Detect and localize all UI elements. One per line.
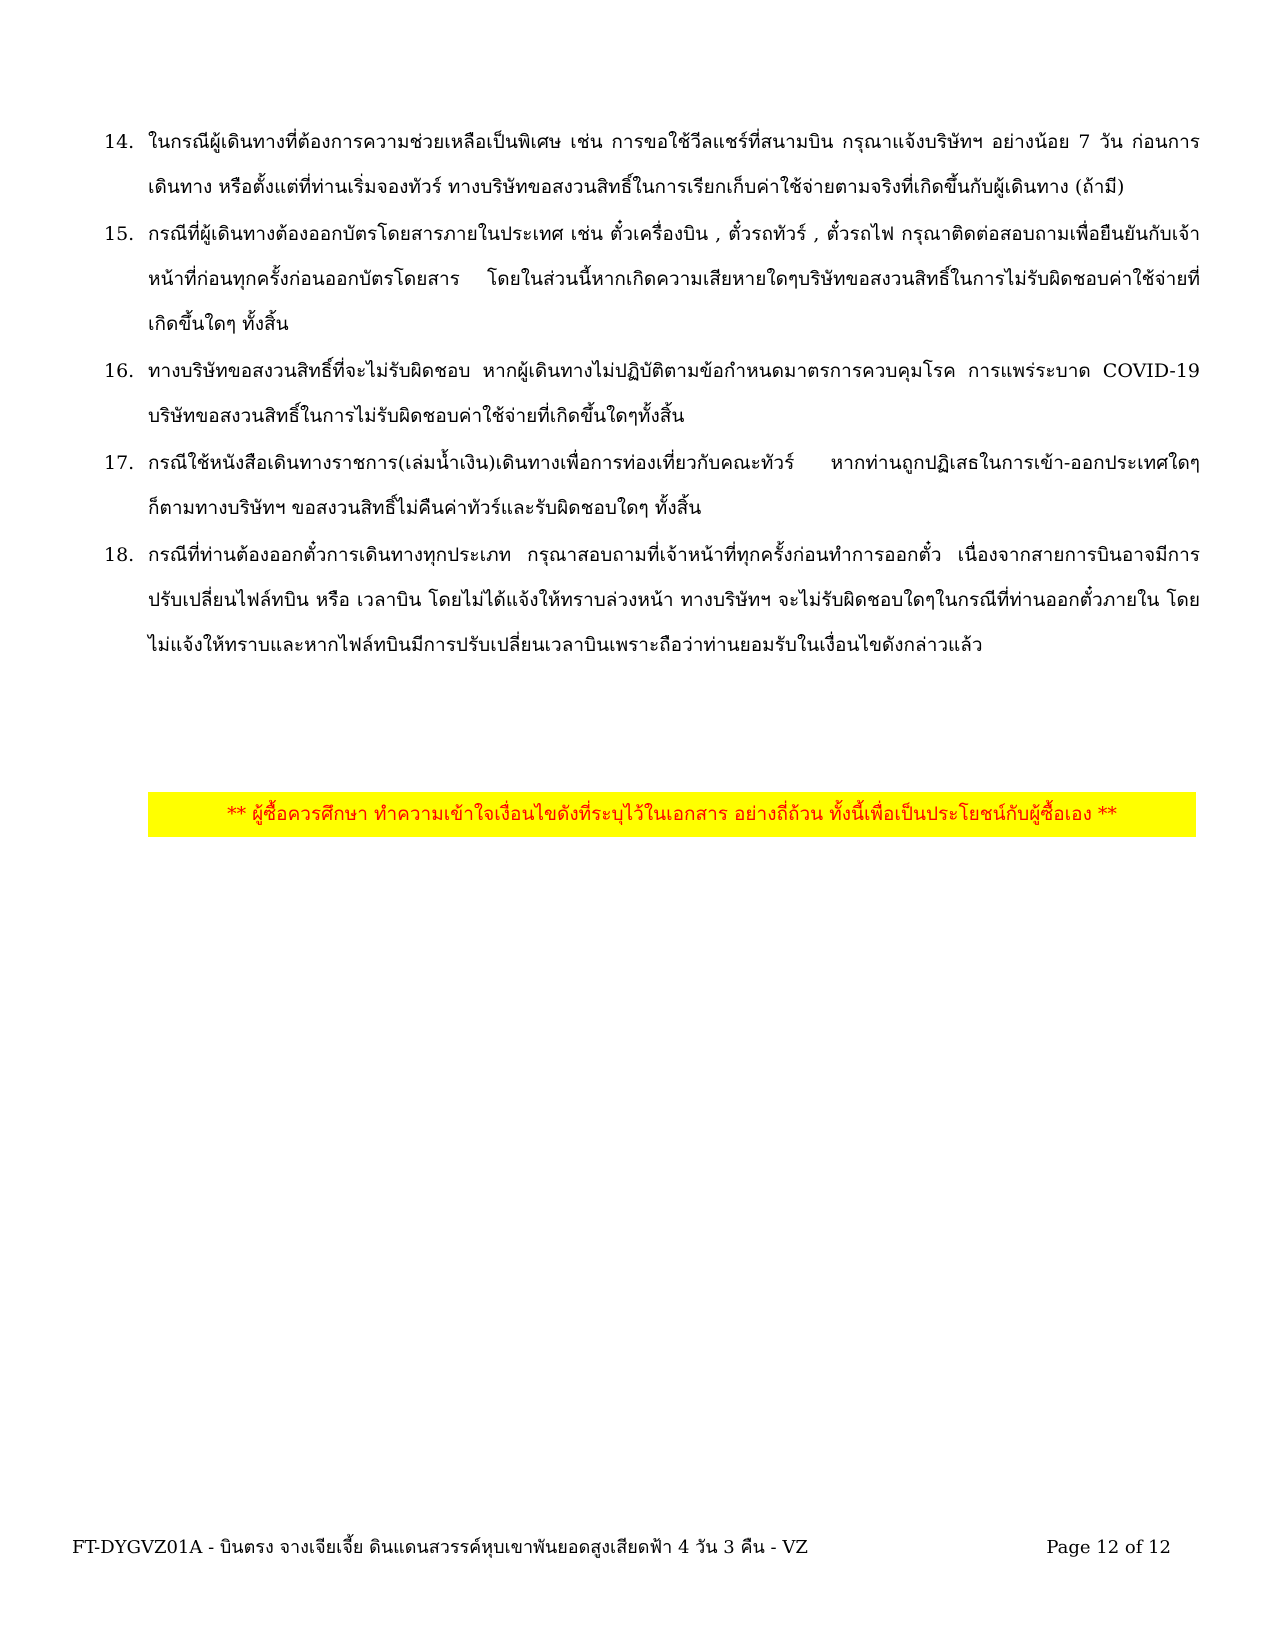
term-number: 15.: [104, 223, 135, 245]
term-item: [104, 441, 1200, 531]
footer-document-title: FT-DYGVZ01A - บินตรง จางเจียเจี้ย ดินแดนสวรรค์หุบเขาพันยอดสูงเสียดฟ้า 4 วัน 3 คืน - VZ: [72, 1537, 808, 1558]
term-item: [104, 533, 1200, 668]
term-number: 16.: [104, 360, 135, 382]
term-item: [104, 349, 1200, 439]
term-text: กรณีใช้หนังสือเดินทางราชการ(เล่มน้ำเงิน)เดินทางเพื่อการท่องเที่ยวกับคณะทัวร์ หากท่านถูกปฏิเสธในการเข้า-ออกประเทศใดๆ ก็ตามทางบริษัทฯ ขอสงวนสิทธิ์ไม่คืนค่าทัวร์และรับผิดชอบใดๆ ทั้งสิ้น: [148, 452, 1200, 519]
term-text: ในกรณีผู้เดินทางที่ต้องการความช่วยเหลือเป็นพิเศษ เช่น การขอใช้วีลแชร์ที่สนามบิน กรุณาแจ้งบริษัทฯ อย่างน้อย 7 วัน ก่อนการเดินทาง หรือตั้งแต่ที่ท่านเริ่มจองทัวร์ ทางบริษัทขอสงวนสิทธิ์ในการเรียกเก็บค่าใช้จ่ายตามจริงที่เกิดขึ้นกับผู้เดินทาง (ถ้ามี): [148, 131, 1200, 198]
footer-page-number: Page 12 of 12: [1046, 1537, 1171, 1558]
term-text: ทางบริษัทขอสงวนสิทธิ์ที่จะไม่รับผิดชอบ หากผู้เดินทางไม่ปฏิบัติตามข้อกำหนดมาตรการควบคุมโรค การแพร่ระบาด COVID-19 บริษัทขอสงวนสิทธิ์ในการไม่รับผิดชอบค่าใช้จ่ายที่เกิดขึ้นใดๆทั้งสิ้น: [148, 360, 1200, 427]
term-text: กรณีที่ผู้เดินทางต้องออกบัตรโดยสารภายในประเทศ เช่น ตั๋วเครื่องบิน , ตั๋วรถทัวร์ , ตั๋วรถไฟ กรุณาติดต่อสอบถามเพื่อยืนยันกับเจ้าหน้าที่ก่อนทุกครั้งก่อนออกบัตรโดยสาร โดยในส่วนนี้หากเกิดความเสียหายใดๆบริษัทขอสงวนสิทธิ์ในการไม่รับผิดชอบค่าใช้จ่ายที่เกิดขึ้นใดๆ ทั้งสิ้น: [148, 223, 1200, 335]
term-number: 18.: [104, 544, 135, 566]
term-item: [104, 212, 1200, 347]
buyer-notice-highlight: ** ผู้ซื้อควรศึกษา ทำความเข้าใจเงื่อนไขดังที่ระบุไว้ในเอกสาร อย่างถี่ถ้วน ทั้งนี้เพื่อเป็นประโยชน์กับผู้ซื้อเอง **: [148, 792, 1196, 837]
terms-list: [104, 120, 1200, 670]
term-item: [104, 120, 1200, 210]
term-number: 17.: [104, 452, 135, 474]
term-number: 14.: [104, 131, 135, 153]
term-text: กรณีที่ท่านต้องออกตั๋วการเดินทางทุกประเภท กรุณาสอบถามที่เจ้าหน้าที่ทุกครั้งก่อนทำการออกตั๋ว เนื่องจากสายการบินอาจมีการปรับเปลี่ยนไฟล์ทบิน หรือ เวลาบิน โดยไม่ได้แจ้งให้ทราบล่วงหน้า ทางบริษัทฯ จะไม่รับผิดชอบใดๆในกรณีที่ท่านออกตั๋วภายใน โดยไม่แจ้งให้ทราบและหากไฟล์ทบินมีการปรับเปลี่ยนเวลาบินเพราะถือว่าท่านยอมรับในเงื่อนไขดังกล่าวแล้ว: [148, 544, 1200, 656]
